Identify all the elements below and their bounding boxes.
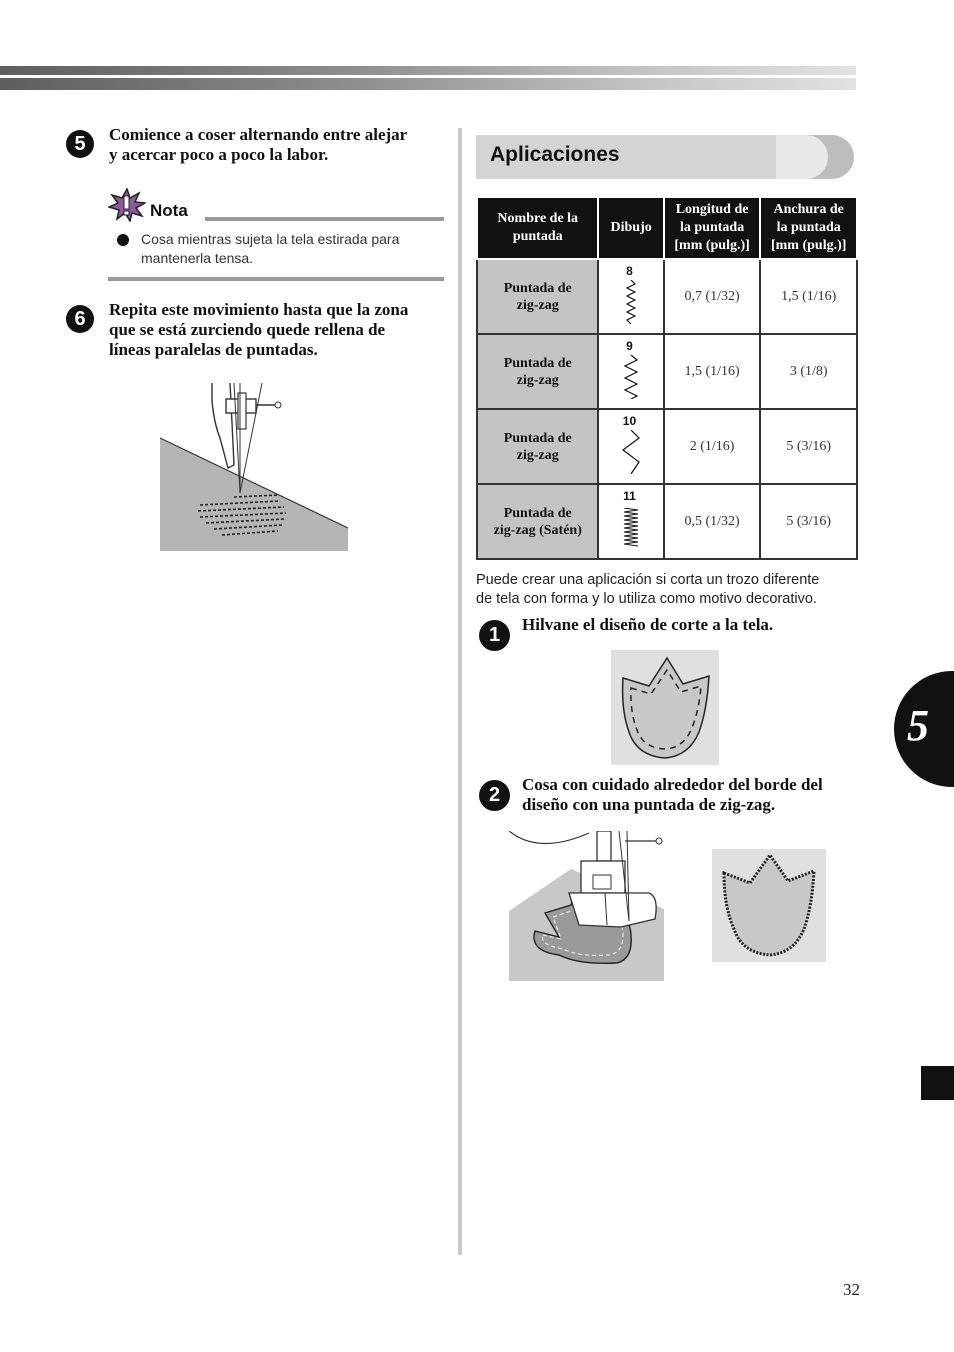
stitch-settings-table: [476, 198, 858, 560]
zigzag-medium-icon: [623, 355, 639, 399]
intro-line-1: Puede crear una aplicación si corta un trozo diferente: [476, 572, 820, 588]
step-6-number: 6: [66, 305, 94, 333]
nota-bottom-rule: [108, 277, 444, 281]
header-stitch-name-line-1: Nombre de la: [497, 211, 579, 226]
zigzag-wide-icon: [622, 430, 640, 474]
step-2-line-1: Cosa con cuidado alrededor del borde del: [522, 775, 823, 794]
step-5-number: 5: [66, 130, 94, 158]
table-row: [477, 259, 857, 334]
stitch-name-line-2: zig-zag: [516, 372, 559, 388]
header-width-line-1: Anchura de: [773, 202, 844, 217]
header-stitch-width: [760, 198, 857, 259]
stitch-name-cell: [477, 334, 598, 409]
step-6-text: [109, 300, 454, 360]
stitch-length-value: 0,5 (1/32): [664, 484, 761, 559]
nota-icon: [108, 188, 146, 222]
stitch-width-value: 5 (3/16): [760, 409, 857, 484]
section-title: Aplicaciones: [490, 143, 620, 166]
stitch-name-line-2: zig-zag: [516, 447, 559, 463]
header-bar-line: [0, 75, 856, 78]
pattern-number: 10: [622, 414, 637, 428]
step-6-line-2: que se está zurciendo quede rellena de: [109, 320, 386, 339]
header-pattern: Dibujo: [598, 198, 663, 259]
step-1-text: Hilvane el diseño de corte a la tela.: [522, 615, 774, 634]
table-header-row: [477, 198, 857, 259]
applique-intro: [476, 571, 856, 609]
nota-label: Nota: [150, 201, 188, 220]
finished-applique-illustration: [712, 849, 826, 962]
stitch-name-line-1: Puntada de: [503, 430, 572, 446]
step-5-line-2: y acercar poco a poco la labor.: [109, 145, 329, 164]
nota-text: [141, 230, 441, 268]
stitch-name-cell: [477, 484, 598, 559]
stitch-name-cell: [477, 409, 598, 484]
header-stitch-length: [664, 198, 761, 259]
page-number: 32: [843, 1280, 860, 1299]
header-length-line-3: [mm (pulg.)]: [674, 238, 750, 253]
sewing-applique-illustration: [509, 831, 664, 981]
header-stitch-name-line-2: puntada: [512, 229, 563, 244]
header-length-line-2: la puntada: [680, 220, 745, 235]
intro-line-2: de tela con forma y lo utiliza como motivo decorativo.: [476, 591, 817, 607]
stitch-name-line-2: zig-zag: [516, 297, 559, 313]
table-row: [477, 409, 857, 484]
stitch-name-line-1: Puntada de: [503, 280, 572, 296]
nota-text-line-2: mantenerla tensa.: [141, 250, 254, 266]
darning-illustration: [160, 383, 348, 551]
step-2-text: [522, 775, 857, 815]
header-bar: [0, 66, 856, 90]
step-5-line-1: Comience a coser alternando entre alejar: [109, 125, 408, 144]
nota-bullet: [117, 234, 129, 246]
stitch-width-value: 3 (1/8): [760, 334, 857, 409]
pattern-number: 11: [623, 489, 636, 503]
step-5-text: [109, 125, 454, 165]
basted-applique-illustration: [611, 650, 719, 765]
column-divider: [458, 128, 462, 1255]
satin-zigzag-icon: [622, 508, 640, 548]
stitch-name-line-2: zig-zag (Satén): [493, 522, 582, 538]
step-2-number: 2: [479, 780, 510, 811]
stitch-length-value: 0,7 (1/32): [664, 259, 761, 334]
pattern-cell: [598, 484, 663, 559]
table-row: [477, 334, 857, 409]
step-1-number: 1: [479, 620, 510, 651]
stitch-name-line-1: Puntada de: [503, 505, 572, 521]
stitch-name-cell: [477, 259, 598, 334]
stitch-length-value: 1,5 (1/16): [664, 334, 761, 409]
header-stitch-name: [477, 198, 598, 259]
nota-top-rule: [205, 217, 444, 221]
stitch-width-value: 5 (3/16): [760, 484, 857, 559]
step-2-line-2: diseño con una puntada de zig-zag.: [522, 795, 776, 814]
step-6-line-1: Repita este movimiento hasta que la zona: [109, 300, 409, 319]
stitch-name-line-1: Puntada de: [503, 355, 572, 371]
table-row: [477, 484, 857, 559]
nota-text-line-1: Cosa mientras sujeta la tela estirada para: [141, 231, 400, 247]
pattern-cell: [598, 334, 663, 409]
chapter-number: 5: [907, 701, 929, 750]
header-length-line-1: Longitud de: [675, 202, 749, 217]
stitch-length-value: 2 (1/16): [664, 409, 761, 484]
pattern-number: 8: [626, 264, 633, 278]
step-6-line-3: líneas paralelas de puntadas.: [109, 340, 318, 359]
header-width-line-2: la puntada: [776, 220, 841, 235]
stitch-width-value: 1,5 (1/16): [760, 259, 857, 334]
pattern-cell: [598, 259, 663, 334]
pattern-cell: [598, 409, 663, 484]
pattern-number: 9: [626, 339, 633, 353]
section-marker: [921, 1066, 954, 1100]
zigzag-narrow-icon: [624, 280, 638, 324]
header-width-line-3: [mm (pulg.)]: [770, 238, 847, 253]
